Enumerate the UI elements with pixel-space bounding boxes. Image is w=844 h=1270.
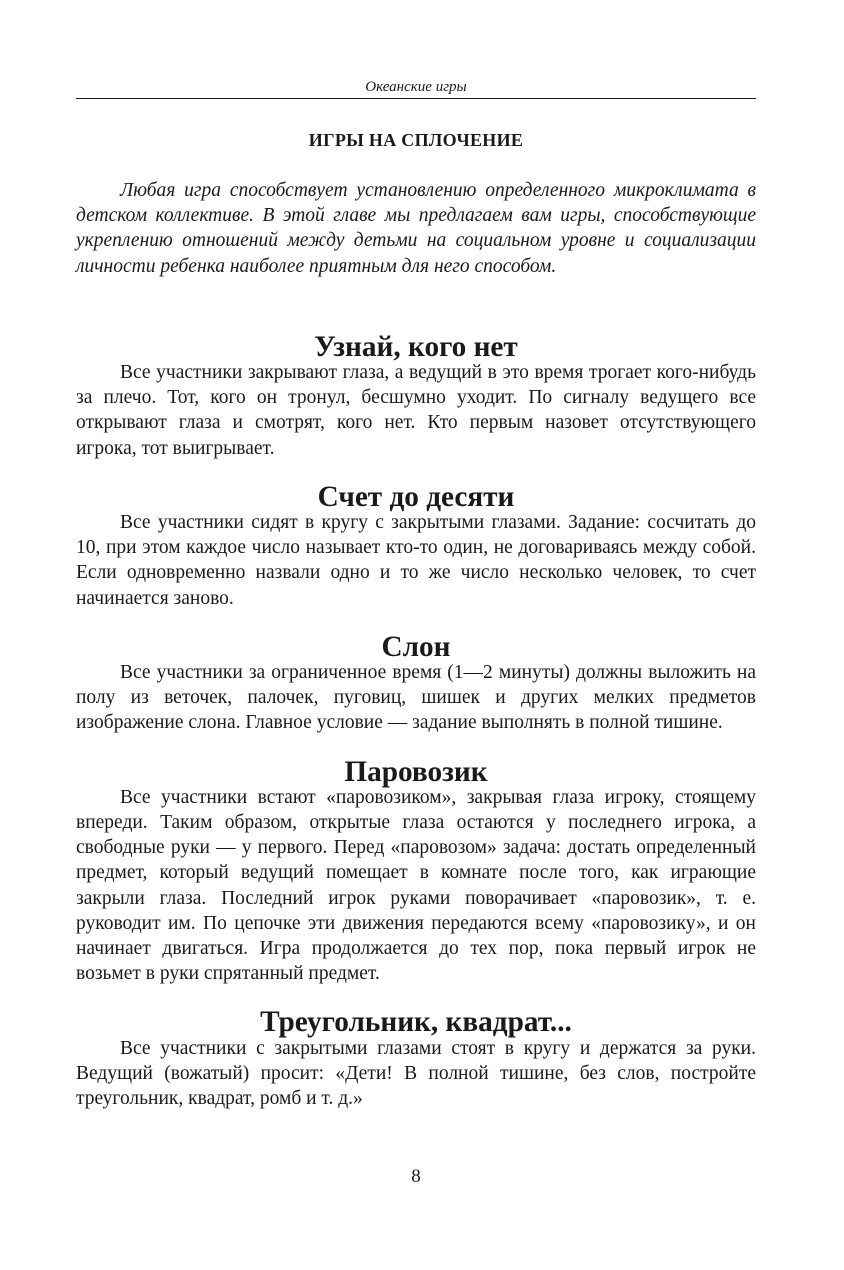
game-description: Все участники за ограниченное время (1—2 минуты) должны выложить на полу из веточек, палочек, пуговиц, шишек и других мелких предметов изображение слона. Главное условие — задание выполнять в полной тишине. bbox=[76, 662, 756, 734]
game-section bbox=[76, 630, 756, 736]
game-description: Все участники сидят в кругу с закрытыми глазами. Задание: сосчитать до 10, при этом каждое число называет кто-то один, не договариваясь между собой. Если одновременно назвали одно и то же число несколько человек, то счет начинается заново. bbox=[76, 512, 756, 609]
game-title: Счет до десяти bbox=[317, 480, 515, 513]
header-rule bbox=[76, 98, 756, 99]
game-title: Слон bbox=[381, 630, 451, 663]
game-title: Узнай, кого нет bbox=[314, 330, 518, 363]
game-title: Треугольник, квадрат... bbox=[260, 1006, 572, 1039]
page-content bbox=[76, 128, 756, 1135]
game-title: Паровозик bbox=[344, 755, 488, 788]
game-section bbox=[76, 1006, 756, 1111]
page-number: 8 bbox=[411, 1166, 421, 1187]
chapter-title: ИГРЫ НА СПЛОЧЕНИЕ bbox=[308, 130, 524, 150]
chapter-intro: Любая игра способствует установлению определенного микроклимата в детском коллективе. В этой главе мы предлагаем вам игры, способствующие укреплению отношений между детьми на социальном уровне и социализации личности ребенка наиболее приятным для него способом. bbox=[76, 180, 756, 277]
game-section bbox=[76, 755, 756, 987]
running-header: Океанские игры bbox=[365, 79, 467, 95]
game-description: Все участники встают «паровозиком», закрывая глаза игроку, стоящему впереди. Таким образом, открытые глаза остаются у последнего игрока, а свободные руки — у первого. Перед «паровозом» задача: достать определенный предмет, который ведущий помещает в комнате после того, как играющие закрыли глаза. Последний игрок руками поворачивает «паровозик», т. е. руководит им. По цепочке эти движения передаются всему «паровозику», и он начинает двигаться. Игра продолжается до тех пор, пока первый игрок не возьмет в руки спрятанный предмет. bbox=[76, 786, 756, 985]
game-description: Все участники закрывают глаза, а ведущий в это время трогает кого-нибудь за плечо. Тот, кого он тронул, бесшумно уходит. По сигналу ведущего все открывают глаза и смотрят, кого нет. Кто первым назовет отсутствующего игрока, тот выигрывает. bbox=[76, 362, 756, 459]
game-section bbox=[76, 480, 756, 611]
game-description: Все участники с закрытыми глазами стоят в кругу и держатся за руки. Ведущий (вожатый) просит: «Дети! В полной тишине, без слов, постройте треугольник, квадрат, ромб и т. д.» bbox=[76, 1037, 756, 1110]
game-section bbox=[76, 330, 756, 461]
